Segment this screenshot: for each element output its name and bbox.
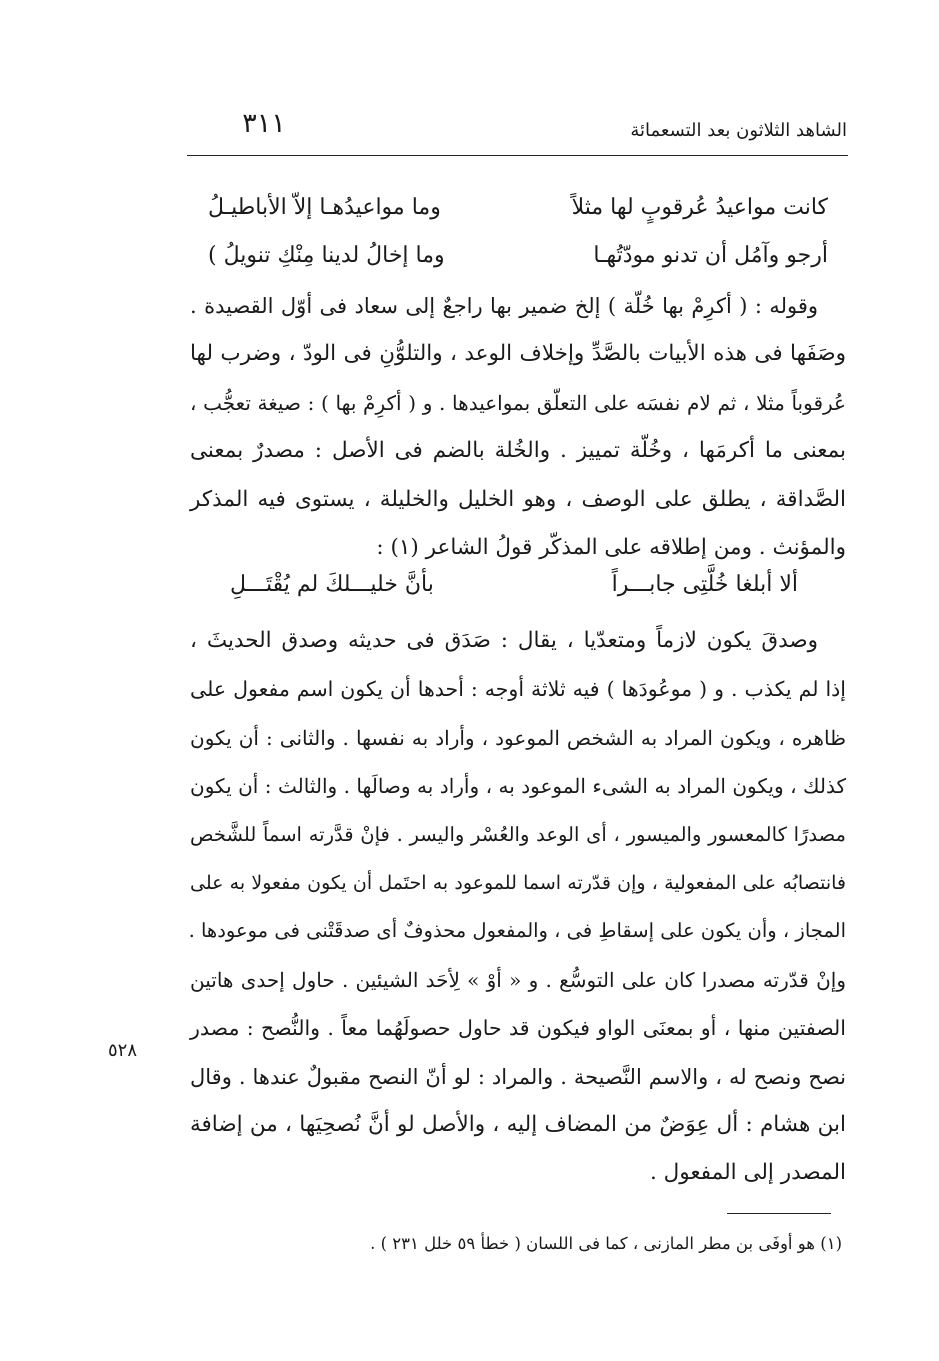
verse-line — [190, 560, 846, 608]
text-line: المجاز ، وأن يكون على إسقاطِ فى ، والمفعول محذوفٌ أى صدقَتْنى فى موعودها . — [188, 919, 846, 943]
text-line: مصدرًا كالمعسور والميسور ، أى الوعد والعُسْر واليسر . فإنْ قدَّرته اسماً للشَّخص — [190, 822, 846, 846]
text-line: والمؤنث . ومن إطلاقه على المذكّر قولُ الشاعر (١) : — [376, 534, 846, 560]
verse-hemistich: وما إخالُ لدينا مِنْكِ تنويلُ ) — [208, 242, 445, 268]
page-number: ٣١١ — [242, 108, 286, 139]
text-line: ابن هشام : أل عِوَضٌ من المضاف إليه ، والأصل لو أنَّ نُصحِيَها ، من إضافة — [190, 1111, 846, 1137]
text-line: وصَفَها فى هذه الأبيات بالصَّدِّ وإخلاف الوعد ، والتلوُّنِ فى الودّ ، وضرب لها — [190, 341, 846, 367]
margin-reference-number: ٥٢٨ — [108, 1040, 138, 1061]
verse-quoted — [190, 560, 846, 608]
text-line: نصح ونصح له ، والاسم النَّصيحة . والمراد : لو أنّ النصح مقبولٌ عندها . وقال — [190, 1064, 846, 1089]
verse-hemistich: أرجو وآمُل أن تدنو مودّتُهـا — [593, 242, 828, 268]
verses-top — [190, 183, 846, 279]
text-line: وإنْ قدّرته مصدرا كان على التوسُّع . و « أوْ » لِأحَد الشيئين . حاول إحدى هاتين — [190, 967, 846, 992]
paragraph-commentary — [190, 282, 846, 572]
verse-hemistich: كانت مواعيدُ عُرقوبٍ لها مثلاً — [571, 194, 828, 220]
text-line: الصفتين منها ، أو بمعنَى الواو فيكون قد حاول حصولَهُما معاً . والنُّصح : مصدر — [190, 1016, 846, 1041]
text-line: وصدقَ يكون لازماً ومتعدّيا ، يقال : صَدَق فى حديثه وصدق الحديثَ ، — [190, 628, 818, 653]
verse-hemistich: وما مواعيدُهـا إلاّ الأباطيـلُ — [208, 194, 441, 220]
footnote-rule — [727, 1213, 831, 1214]
text-line: المصدر إلى المفعول . — [650, 1160, 846, 1186]
verse-line — [190, 231, 846, 279]
header-rule — [187, 155, 848, 156]
verse-hemistich: ألا أبلغا خُلَّتِى جابـــراً — [611, 571, 798, 597]
running-title: الشاهد الثلاثون بعد التسعمائة — [630, 120, 847, 141]
text-line: ظاهره ، ويكون المراد به الشخص الموعود ، وأراد به نفسها . والثانى : أن يكون — [190, 725, 846, 750]
footnote: (١) هو أوفَى بن مطر المازنى ، كما فى اللسان ( خطأ ٥٩ خلل ٢٣١ ) . — [370, 1234, 842, 1253]
text-line: فانتصابُه على المفعولية ، وإن قدّرته اسما للموعود به احتَمل أن يكون مفعولا به على — [190, 871, 846, 894]
verse-hemistich: بأنَّ خليـــلكَ لم يُقْتَـــلِ — [230, 571, 434, 597]
text-line: بمعنى ما أكرمَها ، وخُلّة تمييز . والخُلة بالضم فى الأصل : مصدرٌ بمعنى — [190, 438, 846, 464]
text-line: عُرقوباً مثلا ، ثم لام نفسَه على التعلّق بمواعيدها . و ( أكرِمْ بها ) : صيغة تعجُّب ، — [190, 390, 846, 415]
verse-line — [190, 183, 846, 231]
text-line: كذلك ، ويكون المراد به الشىء الموعود به ، وأراد به وصالَها . والثالث : أن يكون — [190, 774, 846, 799]
text-line: وقوله : ( أكرِمْ بها خُلّة ) إلخ ضمير بها راجعٌ إلى سعاد فى أوّل القصيدة . — [190, 294, 818, 318]
text-line: إذا لم يكذب . و ( موعُودَها ) فيه ثلاثة أوجه : أحدها أن يكون اسم مفعول على — [190, 677, 846, 702]
text-line: الصَّداقة ، يطلق على الوصف ، وهو الخليل والخليلة ، يستوى فيه المذكر — [190, 486, 846, 512]
paragraph-grammar — [190, 617, 846, 1198]
